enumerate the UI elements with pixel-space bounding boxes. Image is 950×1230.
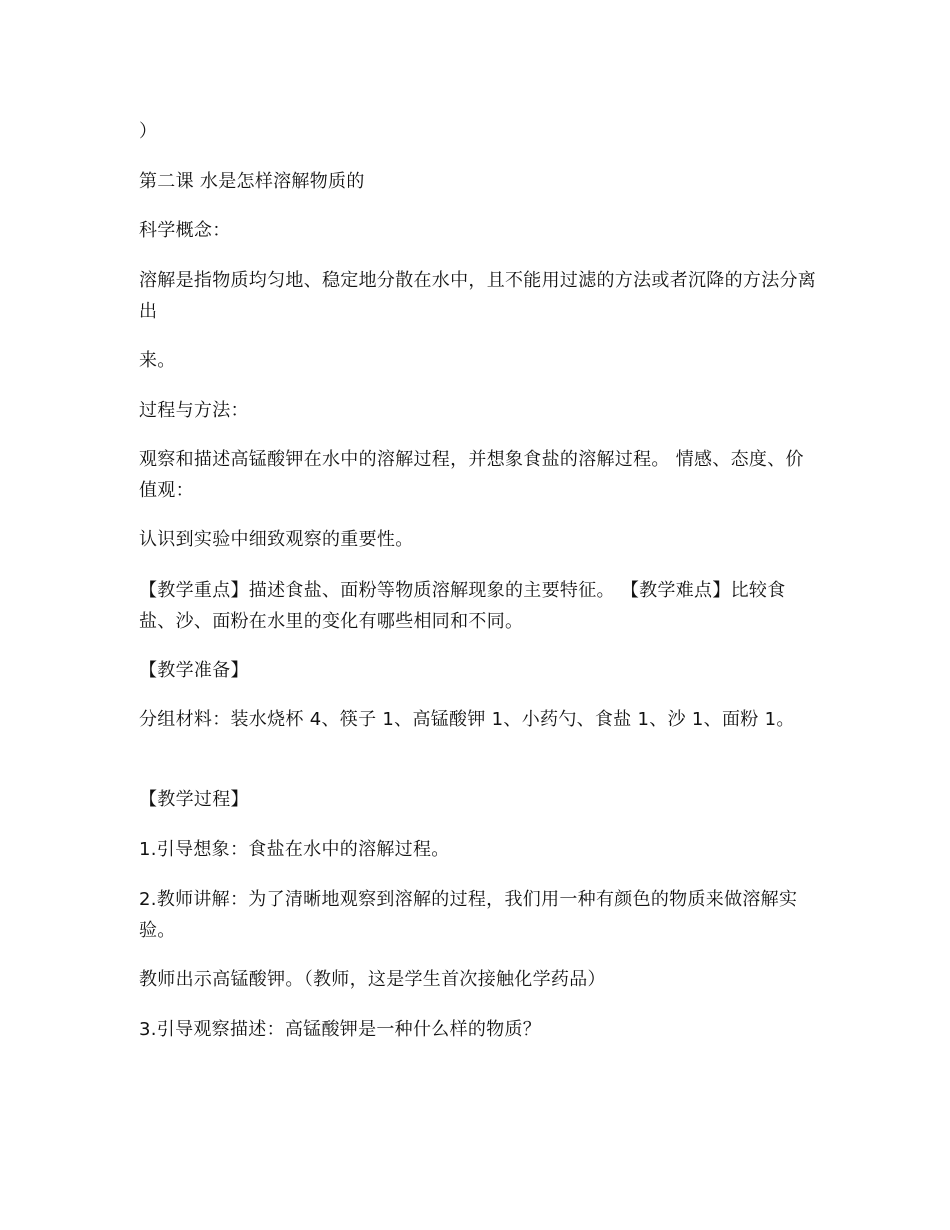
paragraph-materials: 分组材料：装水烧杯 4、筷子 1、高锰酸钾 1、小药勺、食盐 1、沙 1、面粉 1。 <box>139 709 795 730</box>
list-item-2: 2.教师讲解：为了清晰地观察到溶解的过程，我们用一种有颜色的物质来做溶解实验。 <box>139 889 798 941</box>
section-heading-process: 【教学过程】 <box>139 789 249 810</box>
paragraph-method: 观察和描述高锰酸钾在水中的溶解过程，并想象食盐的溶解过程。 情感、态度、价值观： <box>139 449 804 501</box>
paragraph-key-points: 【教学重点】描述食盐、面粉等物质溶解现象的主要特征。 【教学难点】比较食盐、沙、面粉在水里的变化有哪些相同和不同。 <box>139 580 786 632</box>
lesson-title: 第二课 水是怎样溶解物质的 <box>139 171 365 192</box>
list-item-1: 1.引导想象：食盐在水中的溶解过程。 <box>139 839 450 860</box>
paragraph-values: 认识到实验中细致观察的重要性。 <box>139 529 414 550</box>
closing-paren: ） <box>139 121 158 142</box>
paragraph-teacher-demo: 教师出示高锰酸钾。（教师，这是学生首次接触化学药品） <box>139 969 606 990</box>
section-heading-concept: 科学概念： <box>139 220 231 241</box>
section-heading-method: 过程与方法： <box>139 400 249 421</box>
paragraph-definition: 溶解是指物质均匀地、稳定地分散在水中，且不能用过滤的方法或者沉降的方法分离出 <box>139 270 817 322</box>
section-heading-prep: 【教学准备】 <box>139 660 249 681</box>
paragraph-definition-end: 来。 <box>139 350 176 371</box>
list-item-3: 3.引导观察描述：高锰酸钾是一种什么样的物质？ <box>139 1019 542 1040</box>
